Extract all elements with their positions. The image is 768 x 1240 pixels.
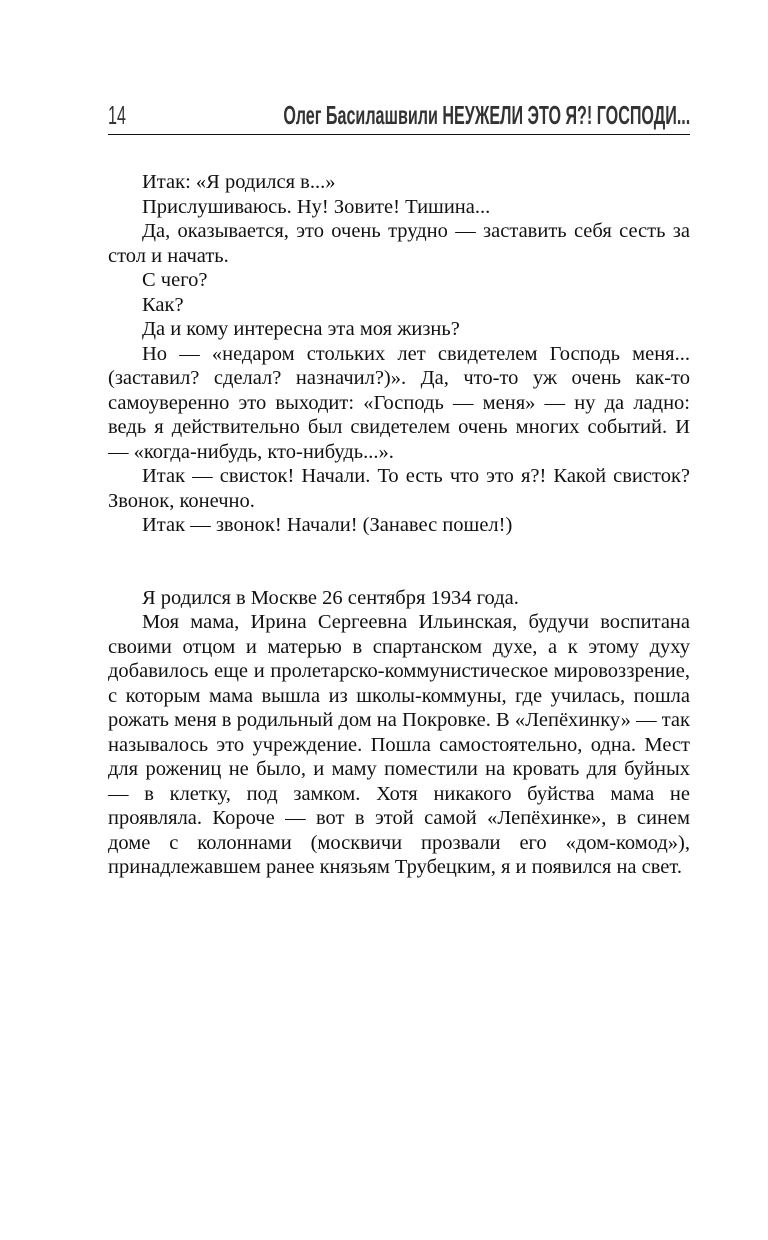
- paragraph: Итак — звонок! Начали! (Занавес пошел!): [142, 514, 513, 536]
- paragraph: Как?: [142, 293, 184, 316]
- running-header: [108, 100, 690, 135]
- paragraph: Да, оказывается, это очень трудно — заставить себя сесть за стол и начать.: [108, 220, 690, 267]
- paragraph: С чего?: [142, 269, 208, 291]
- paragraph: Моя мама, Ирина Сергеевна Ильинская, будучи воспитана своими отцом и матерью в спартанском духе, а к этому духу добавилось еще и пролетарско-коммунистическое мировоззрение, с которым мама вышла из школы-коммуны, где училась, пошла рожать меня в родильный дом на Покровке. В «Лепёхинку» — так называлось это учреждение. Пошла самостоятельно, одна. Мест для рожениц не было, и маму поместили на кровать для буйных — в клетку, под замком. Хотя никакого буйства мама не проявляла. Короче — вот в этой самой «Лепёхинке», в синем доме с колоннами (москвичи прозвали его «дом-комод»), принадлежавшем ранее князьям Трубецким, я и появился на свет.: [108, 611, 690, 878]
- paragraph: Но — «недаром стольких лет свидетелем Господь меня... (заставил? сделал? назначил?)». Да, что-то уж очень как-то самоуверенно это выходит: «Господь — меня» — ну да ладно: ведь я действительно был свидетелем очень многих событий. И — «когда-нибудь, кто-нибудь...».: [108, 342, 690, 463]
- running-title: Олег Басилашвили НЕУЖЕЛИ ЭТО Я?! ГОСПОДИ...: [283, 100, 690, 130]
- paragraph: Итак — свисток! Начали. То есть что это я?! Какой свисток? Звонок, конечно.: [108, 465, 690, 512]
- paragraph: Прислушиваюсь. Ну! Зовите! Тишина...: [142, 195, 491, 218]
- section-break: [108, 538, 690, 586]
- paragraph: Итак: «Я родился в...»: [142, 171, 336, 193]
- page-number: 14: [108, 100, 126, 130]
- body-text: [108, 170, 690, 880]
- paragraph: Я родился в Москве 26 сентября 1934 года.: [142, 586, 519, 609]
- paragraph: Да и кому интересна эта моя жизнь?: [142, 318, 460, 340]
